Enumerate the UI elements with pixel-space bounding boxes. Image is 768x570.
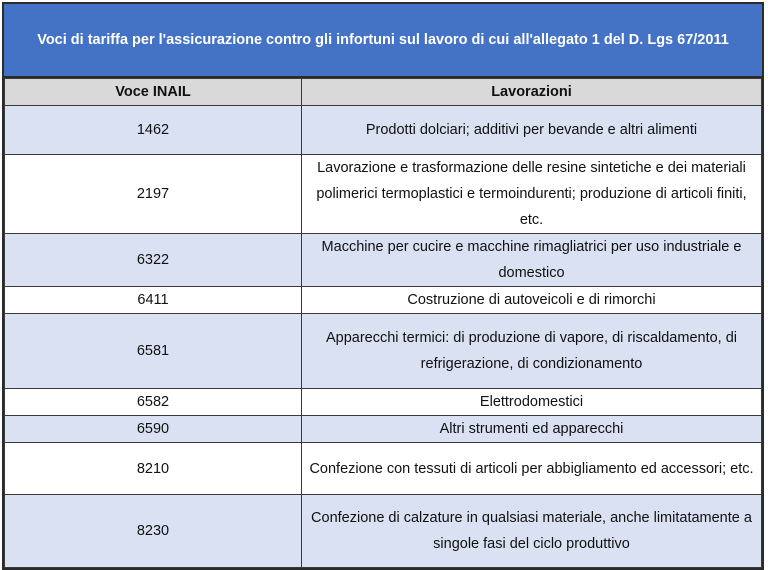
voce-cell: 8230	[5, 495, 302, 568]
lavorazioni-cell: Costruzione di autoveicoli e di rimorchi	[302, 287, 762, 314]
table-row	[5, 314, 762, 389]
tariff-table	[4, 78, 762, 568]
lavorazioni-cell: Apparecchi termici: di produzione di vapore, di riscaldamento, di refrigerazione, di condizionamento	[302, 314, 762, 389]
lavorazioni-cell: Elettrodomestici	[302, 389, 762, 416]
lavorazioni-cell: Prodotti dolciari; additivi per bevande e altri alimenti	[302, 106, 762, 155]
table-row	[5, 495, 762, 568]
table-title: Voci di tariffa per l'assicurazione contro gli infortuni sul lavoro di cui all'allegato 1 del D. Lgs 67/2011	[4, 4, 762, 78]
header-row	[5, 79, 762, 106]
table-row	[5, 416, 762, 443]
lavorazioni-cell: Macchine per cucire e macchine rimagliatrici per uso industriale e domestico	[302, 234, 762, 287]
table-row	[5, 106, 762, 155]
voce-cell: 6582	[5, 389, 302, 416]
voce-cell: 1462	[5, 106, 302, 155]
lavorazioni-cell: Altri strumenti ed apparecchi	[302, 416, 762, 443]
voce-cell: 6581	[5, 314, 302, 389]
voce-cell: 8210	[5, 443, 302, 495]
table-row	[5, 155, 762, 234]
voce-cell: 6411	[5, 287, 302, 314]
voce-cell: 6590	[5, 416, 302, 443]
lavorazioni-cell: Confezione con tessuti di articoli per abbigliamento ed accessori; etc.	[302, 443, 762, 495]
lavorazioni-cell: Lavorazione e trasformazione delle resine sintetiche e dei materiali polimerici termoplastici e termoindurenti; produzione di articoli finiti, etc.	[302, 155, 762, 234]
header-lavorazioni: Lavorazioni	[302, 79, 762, 106]
voce-cell: 6322	[5, 234, 302, 287]
table-row	[5, 287, 762, 314]
lavorazioni-cell: Confezione di calzature in qualsiasi materiale, anche limitatamente a singole fasi del ciclo produttivo	[302, 495, 762, 568]
table-row	[5, 234, 762, 287]
voce-cell: 2197	[5, 155, 302, 234]
tariff-table-container	[2, 2, 764, 570]
header-voce-inail: Voce INAIL	[5, 79, 302, 106]
table-row	[5, 443, 762, 495]
table-row	[5, 389, 762, 416]
